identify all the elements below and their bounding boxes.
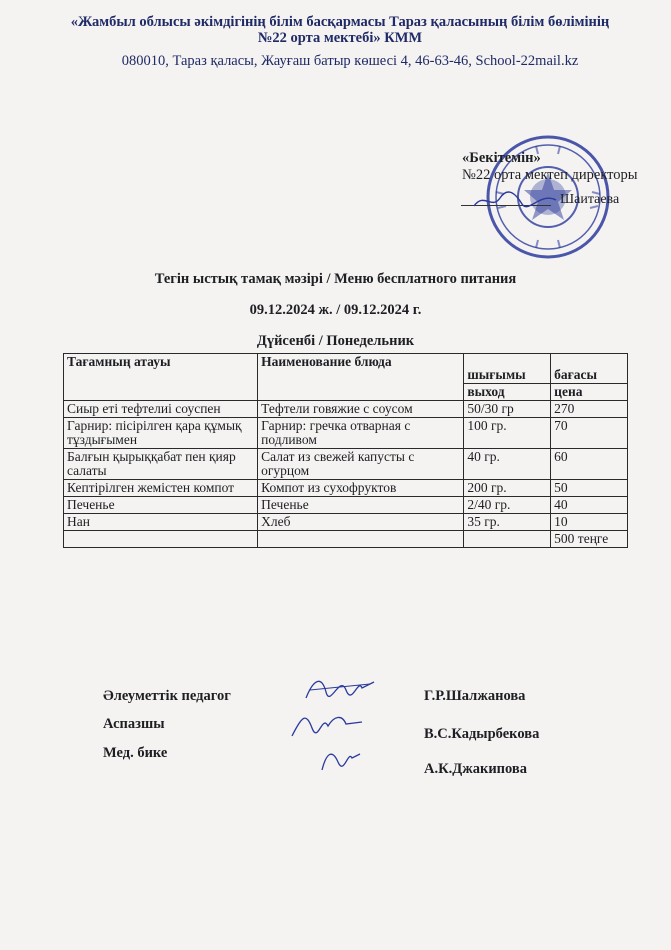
- signature-social-pedagogue: [300, 672, 380, 704]
- total-price: 500 теңге: [551, 531, 628, 548]
- director-name: Шаитаева: [560, 192, 620, 207]
- table-row: [64, 401, 628, 418]
- dish-yield: 35 гр.: [464, 514, 551, 531]
- dish-kz: Печенье: [64, 497, 258, 514]
- dish-kz: Кептірілген жемістен компот: [64, 480, 258, 497]
- menu-title: Тегін ыстық тамақ мәзірі / Меню бесплатного питания: [154, 271, 517, 287]
- header-yield-ru: выход: [464, 384, 551, 401]
- table-row: [64, 449, 628, 480]
- staff-name-social-pedagogue: Г.Р.Шалжанова: [424, 688, 526, 704]
- menu-table: [63, 353, 628, 548]
- dish-yield: 2/40 гр.: [464, 497, 551, 514]
- table-row: [64, 480, 628, 497]
- organization-header: «Жамбыл облысы әкімдігінің білім басқармасы Тараз қаласының білім бөлімінің №22 орта мектебі» КММ: [70, 14, 610, 46]
- dish-price: 270: [551, 401, 628, 418]
- dish-price: 60: [551, 449, 628, 480]
- header-price-kz: бағасы: [551, 354, 628, 384]
- staff-name-nurse: А.К.Джакипова: [424, 761, 528, 777]
- staff-role-nurse: Мед. бике: [103, 745, 168, 761]
- director-signature: [470, 188, 560, 212]
- dish-ru: Компот из сухофруктов: [258, 480, 464, 497]
- dish-price: 50: [551, 480, 628, 497]
- approval-word: «Бекітемін»: [462, 150, 541, 166]
- staff-name-cook: В.С.Кадырбекова: [424, 726, 540, 742]
- dish-yield: 40 гр.: [464, 449, 551, 480]
- dish-ru: Печенье: [258, 497, 464, 514]
- dish-price: 10: [551, 514, 628, 531]
- header-price-ru: цена: [551, 384, 628, 401]
- dish-yield: 200 гр.: [464, 480, 551, 497]
- dish-kz: Балғын қырыққабат пен қияр салаты: [64, 449, 258, 480]
- table-header-row: [64, 354, 628, 384]
- staff-role-cook: Аспазшы: [103, 716, 165, 732]
- dish-price: 40: [551, 497, 628, 514]
- empty-cell: [64, 531, 258, 548]
- table-row: [64, 418, 628, 449]
- dish-price: 70: [551, 418, 628, 449]
- dish-ru: Тефтели говяжие с соусом: [258, 401, 464, 418]
- menu-day: Дүйсенбі / Понедельник: [256, 333, 415, 349]
- dish-ru: Салат из свежей капусты с огурцом: [258, 449, 464, 480]
- header-kz-name: Тағамның атауы: [64, 354, 258, 401]
- dish-kz: Гарнир: пісірілген қара құмық тұздығымен: [64, 418, 258, 449]
- signature-nurse: [316, 744, 366, 774]
- empty-cell: [464, 531, 551, 548]
- approval-position: №22 орта мектеп директоры: [462, 167, 638, 183]
- dish-yield: 50/30 гр: [464, 401, 551, 418]
- empty-cell: [258, 531, 464, 548]
- dish-kz: Сиыр еті тефтелиі соуспен: [64, 401, 258, 418]
- header-ru-name: Наименование блюда: [258, 354, 464, 401]
- dish-ru: Хлеб: [258, 514, 464, 531]
- table-row: [64, 497, 628, 514]
- dish-yield: 100 гр.: [464, 418, 551, 449]
- approval-block: [462, 150, 638, 184]
- staff-role-social-pedagogue: Әлеуметтік педагог: [103, 688, 231, 704]
- signature-cook: [286, 706, 366, 740]
- menu-date: 09.12.2024 ж. / 09.12.2024 г.: [249, 302, 422, 318]
- organization-address: 080010, Тараз қаласы, Жауғаш батыр көшесі 4, 46-63-46, School-22mail.kz: [121, 53, 579, 69]
- header-yield-kz: шығымы: [464, 354, 551, 384]
- dish-ru: Гарнир: гречка отварная с подливом: [258, 418, 464, 449]
- table-total-row: [64, 531, 628, 548]
- dish-kz: Нан: [64, 514, 258, 531]
- table-row: [64, 514, 628, 531]
